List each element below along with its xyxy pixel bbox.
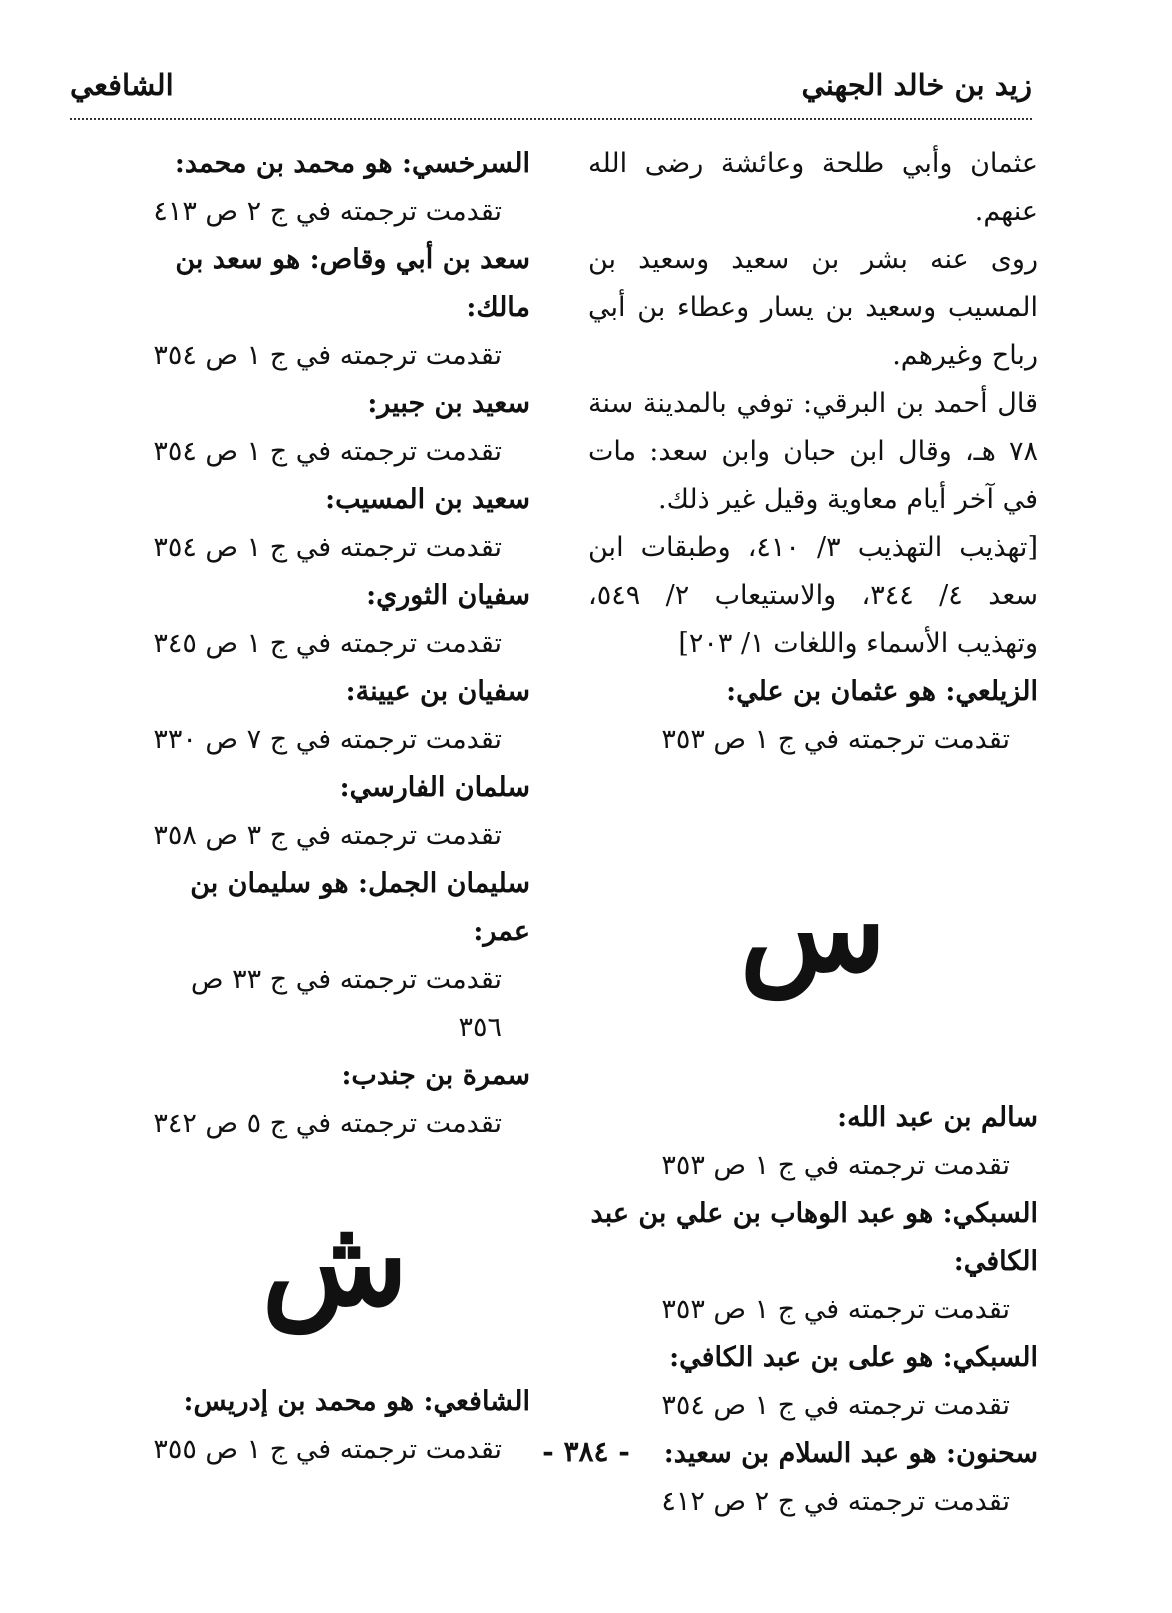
bio-paragraph: روى عنه بشر بن سعيد وسعيد بن المسيب وسعيد بن يسار وعطاء بن أبي رباح وغيرهم. xyxy=(588,244,1038,371)
entry-reference: تقدمت ترجمته في ج ٧ ص ٣٣٠ xyxy=(153,724,502,755)
entry-reference: تقدمت ترجمته في ج ٣٣ ص ٣٥٦ xyxy=(190,964,502,1043)
section-letter-sin: س xyxy=(739,858,887,999)
left-column xyxy=(140,140,530,1474)
entry-name: سفيان الثوري: xyxy=(366,580,530,611)
entry-reference: تقدمت ترجمته في ج ١ ص ٣٥٣ xyxy=(661,724,1010,755)
entry-name: السبكي: هو على بن عبد الكافي: xyxy=(669,1342,1038,1373)
entry-name: سفيان بن عيينة: xyxy=(345,676,530,707)
running-header xyxy=(70,68,1032,120)
bio-sources: [تهذيب التهذيب ٣/ ٤١٠، وطبقات ابن سعد ٤/ ٣٤٤، والاستيعاب ٢/ ٥٤٩، وتهذيب الأسماء واللغات ١/ ٢٠٣] xyxy=(588,532,1039,659)
entry-reference: تقدمت ترجمته في ج ١ ص ٣٥٣ xyxy=(661,1150,1010,1181)
entry-name: سليمان الجمل: هو سليمان بن عمر: xyxy=(190,868,530,947)
entry-reference: تقدمت ترجمته في ج ١ ص ٣٥٤ xyxy=(661,1390,1010,1421)
header-entry-title: زيد بن خالد الجهني xyxy=(801,68,1032,102)
entry-name: سعد بن أبي وقاص: هو سعد بن مالك: xyxy=(175,244,530,323)
entry-name: سحنون: هو عبد السلام بن سعيد: xyxy=(663,1438,1038,1469)
entry-reference: تقدمت ترجمته في ج ٢ ص ٤١٢ xyxy=(661,1486,1010,1517)
entry-reference: تقدمت ترجمته في ج ١ ص ٣٥٥ xyxy=(153,1434,502,1465)
entry-reference: تقدمت ترجمته في ج ١ ص ٣٥٤ xyxy=(153,436,502,467)
entry-reference: تقدمت ترجمته في ج ٣ ص ٣٥٨ xyxy=(153,820,502,851)
entry-name: السرخسي: هو محمد بن محمد: xyxy=(174,148,530,179)
header-last-entry: الشافعي xyxy=(70,68,174,102)
entry-name: سمرة بن جندب: xyxy=(341,1060,530,1091)
entry-reference: تقدمت ترجمته في ج ٢ ص ٤١٣ xyxy=(153,196,502,227)
entry-name: سعيد بن جبير: xyxy=(367,388,530,419)
entry-reference: تقدمت ترجمته في ج ١ ص ٣٥٤ xyxy=(153,532,502,563)
page-number: - ٣٨٤ - xyxy=(542,1435,630,1468)
bio-paragraph: عثمان وأبي طلحة وعائشة رضى الله عنهم. xyxy=(588,148,1038,227)
entry-reference: تقدمت ترجمته في ج ٥ ص ٣٤٢ xyxy=(153,1108,502,1139)
entry-name: الزيلعي: هو عثمان بن علي: xyxy=(726,676,1038,707)
entry-name: سالم بن عبد الله: xyxy=(837,1102,1038,1133)
entry-reference: تقدمت ترجمته في ج ١ ص ٣٥٤ xyxy=(153,340,502,371)
entry-name: سلمان الفارسي: xyxy=(339,772,530,803)
entry-name: سعيد بن المسيب: xyxy=(325,484,530,515)
bio-paragraph: قال أحمد بن البرقي: توفي بالمدينة سنة ٧٨ هـ، وقال ابن حبان وابن سعد: مات في آخر أيام معاوية وقيل غير ذلك. xyxy=(588,388,1038,515)
entry-name: السبكي: هو عبد الوهاب بن علي بن عبد الكافي: xyxy=(590,1198,1038,1277)
right-column xyxy=(588,140,1038,1526)
entry-reference: تقدمت ترجمته في ج ١ ص ٣٥٣ xyxy=(661,1294,1010,1325)
section-letter-shin: ش xyxy=(261,1192,409,1333)
entry-reference: تقدمت ترجمته في ج ١ ص ٣٤٥ xyxy=(153,628,502,659)
entry-name: الشافعي: هو محمد بن إدريس: xyxy=(183,1386,530,1417)
biography-continuation xyxy=(588,140,1038,668)
